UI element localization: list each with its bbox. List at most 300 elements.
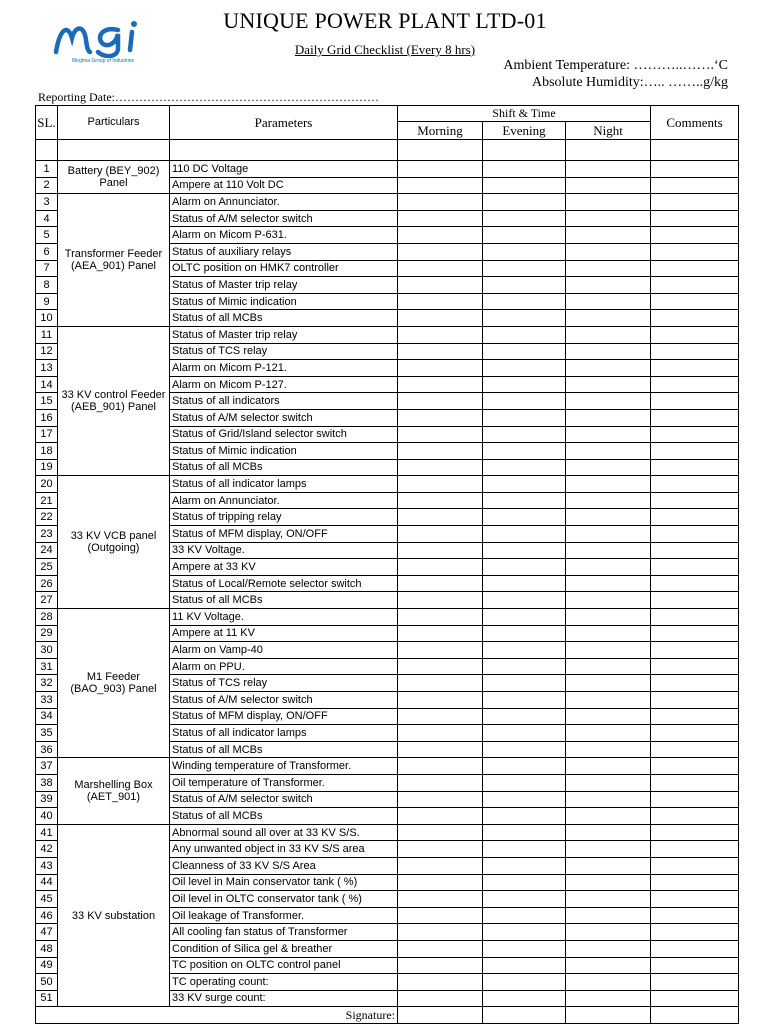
evening-entry-cell[interactable] [483,575,566,592]
parameter-cell: 11 KV Voltage. [170,609,398,626]
parameter-cell: Oil temperature of Transformer. [170,774,398,791]
parameter-cell: Oil level in Main conservator tank ( %) [170,874,398,891]
comments-entry-cell[interactable] [651,791,739,808]
comments-entry-cell[interactable] [651,310,739,327]
comments-entry-cell[interactable] [651,874,739,891]
morning-entry-cell[interactable] [398,326,483,343]
comments-entry-cell[interactable] [651,907,739,924]
row-sl-number: 40 [36,808,58,825]
comments-entry-cell[interactable] [651,443,739,460]
parameter-cell: Status of auxiliary relays [170,243,398,260]
night-entry-cell[interactable] [566,658,651,675]
parameter-cell: Alarm on Micom P-121. [170,360,398,377]
night-entry-cell[interactable] [566,559,651,576]
comments-entry-cell[interactable] [651,841,739,858]
morning-entry-cell[interactable] [398,376,483,393]
row-sl-number: 20 [36,476,58,493]
row-sl-number: 41 [36,824,58,841]
morning-entry-cell[interactable] [398,658,483,675]
row-sl-number: 27 [36,592,58,609]
morning-entry-cell[interactable] [398,476,483,493]
evening-entry-cell[interactable] [483,642,566,659]
night-entry-cell[interactable] [566,791,651,808]
parameter-cell: Status of all MCBs [170,592,398,609]
col-header-sl: SL. [36,106,58,140]
parameter-cell: Ampere at 33 KV [170,559,398,576]
comments-entry-cell[interactable] [651,509,739,526]
evening-entry-cell[interactable] [483,940,566,957]
comments-entry-cell[interactable] [651,974,739,991]
comments-entry-cell[interactable] [651,808,739,825]
morning-entry-cell[interactable] [398,907,483,924]
company-logo [52,18,154,68]
comments-entry-cell[interactable] [651,409,739,426]
evening-entry-cell[interactable] [483,409,566,426]
row-sl-number: 12 [36,343,58,360]
row-sl-number: 39 [36,791,58,808]
morning-entry-cell[interactable] [398,741,483,758]
col-header-particulars: Particulars [58,106,170,140]
parameter-cell: Status of all MCBs [170,741,398,758]
night-entry-cell[interactable] [566,260,651,277]
row-sl-number: 4 [36,210,58,227]
morning-entry-cell[interactable] [398,161,483,178]
evening-entry-cell[interactable] [483,774,566,791]
morning-entry-cell[interactable] [398,559,483,576]
parameter-cell: TC position on OLTC control panel [170,957,398,974]
night-entry-cell[interactable] [566,725,651,742]
row-sl-number: 29 [36,625,58,642]
evening-entry-cell[interactable] [483,376,566,393]
evening-entry-cell[interactable] [483,161,566,178]
morning-entry-cell[interactable] [398,177,483,194]
night-entry-cell[interactable] [566,360,651,377]
comments-entry-cell[interactable] [651,526,739,543]
morning-entry-cell[interactable] [398,592,483,609]
row-sl-number: 51 [36,990,58,1007]
evening-entry-cell[interactable] [483,559,566,576]
row-sl-number: 35 [36,725,58,742]
comments-signature-cell[interactable] [651,1007,739,1024]
parameter-cell: Status of tripping relay [170,509,398,526]
morning-entry-cell[interactable] [398,609,483,626]
row-sl-number: 1 [36,161,58,178]
particulars-cell: Battery (BEY_902) Panel [58,161,170,194]
signature-label: Signature: [36,1007,398,1024]
parameter-cell: TC operating count: [170,974,398,991]
morning-entry-cell[interactable] [398,393,483,410]
morning-entry-cell[interactable] [398,857,483,874]
row-sl-number: 13 [36,360,58,377]
comments-entry-cell[interactable] [651,857,739,874]
night-entry-cell[interactable] [566,891,651,908]
morning-entry-cell[interactable] [398,675,483,692]
comments-entry-cell[interactable] [651,725,739,742]
morning-entry-cell[interactable] [398,725,483,742]
morning-entry-cell[interactable] [398,409,483,426]
comments-entry-cell[interactable] [651,609,739,626]
night-entry-cell[interactable] [566,924,651,941]
comments-entry-cell[interactable] [651,426,739,443]
night-entry-cell[interactable] [566,625,651,642]
morning-signature-cell[interactable] [398,1007,483,1024]
morning-entry-cell[interactable] [398,542,483,559]
evening-entry-cell[interactable] [483,293,566,310]
evening-entry-cell[interactable] [483,924,566,941]
evening-entry-cell[interactable] [483,808,566,825]
evening-entry-cell[interactable] [483,227,566,244]
col-header-shift-time: Shift & Time [398,106,651,122]
row-sl-number: 22 [36,509,58,526]
comments-entry-cell[interactable] [651,824,739,841]
night-entry-cell[interactable] [566,393,651,410]
night-entry-cell[interactable] [566,758,651,775]
parameter-cell: All cooling fan status of Transformer [170,924,398,941]
morning-entry-cell[interactable] [398,343,483,360]
evening-entry-cell[interactable] [483,675,566,692]
row-sl-number: 24 [36,542,58,559]
night-entry-cell[interactable] [566,642,651,659]
comments-entry-cell[interactable] [651,476,739,493]
night-entry-cell[interactable] [566,874,651,891]
night-entry-cell[interactable] [566,526,651,543]
morning-entry-cell[interactable] [398,575,483,592]
comments-entry-cell[interactable] [651,675,739,692]
evening-entry-cell[interactable] [483,841,566,858]
parameter-cell: Oil leakage of Transformer. [170,907,398,924]
row-sl-number: 36 [36,741,58,758]
comments-entry-cell[interactable] [651,293,739,310]
night-entry-cell[interactable] [566,774,651,791]
row-sl-number: 30 [36,642,58,659]
morning-entry-cell[interactable] [398,974,483,991]
evening-entry-cell[interactable] [483,492,566,509]
evening-entry-cell[interactable] [483,459,566,476]
logo-subtext: Meghna Group of Industries [72,58,134,64]
parameter-cell: 33 KV surge count: [170,990,398,1007]
comments-entry-cell[interactable] [651,774,739,791]
comments-entry-cell[interactable] [651,326,739,343]
morning-entry-cell[interactable] [398,708,483,725]
evening-entry-cell[interactable] [483,609,566,626]
row-sl-number: 49 [36,957,58,974]
ambient-temperature-field: Ambient Temperature: ………..…….‘C [503,58,728,73]
table-row [36,609,739,626]
comments-entry-cell[interactable] [651,227,739,244]
row-sl-number: 32 [36,675,58,692]
evening-entry-cell[interactable] [483,824,566,841]
row-sl-number: 10 [36,310,58,327]
morning-entry-cell[interactable] [398,277,483,294]
night-entry-cell[interactable] [566,957,651,974]
comments-entry-cell[interactable] [651,542,739,559]
col-header-parameters: Parameters [170,106,398,140]
comments-entry-cell[interactable] [651,376,739,393]
night-entry-cell[interactable] [566,343,651,360]
parameter-cell: Alarm on Vamp-40 [170,642,398,659]
comments-entry-cell[interactable] [651,924,739,941]
parameter-cell: Status of MFM display, ON/OFF [170,708,398,725]
col-header-night: Night [566,122,651,140]
morning-entry-cell[interactable] [398,492,483,509]
night-entry-cell[interactable] [566,708,651,725]
morning-entry-cell[interactable] [398,459,483,476]
comments-entry-cell[interactable] [651,708,739,725]
row-sl-number: 42 [36,841,58,858]
night-entry-cell[interactable] [566,177,651,194]
night-entry-cell[interactable] [566,575,651,592]
morning-entry-cell[interactable] [398,509,483,526]
evening-entry-cell[interactable] [483,426,566,443]
evening-entry-cell[interactable] [483,277,566,294]
morning-entry-cell[interactable] [398,293,483,310]
night-entry-cell[interactable] [566,277,651,294]
row-sl-number: 44 [36,874,58,891]
table-row [36,824,739,841]
comments-entry-cell[interactable] [651,360,739,377]
row-sl-number: 31 [36,658,58,675]
document-title: UNIQUE POWER PLANT LTD-01 [223,8,547,33]
row-sl-number: 17 [36,426,58,443]
parameter-cell: Cleanness of 33 KV S/S Area [170,857,398,874]
parameter-cell: Status of all indicator lamps [170,476,398,493]
parameter-cell: Status of TCS relay [170,675,398,692]
evening-entry-cell[interactable] [483,974,566,991]
night-entry-cell[interactable] [566,426,651,443]
night-entry-cell[interactable] [566,741,651,758]
night-signature-cell[interactable] [566,1007,651,1024]
evening-entry-cell[interactable] [483,891,566,908]
evening-entry-cell[interactable] [483,326,566,343]
evening-entry-cell[interactable] [483,542,566,559]
row-sl-number: 23 [36,526,58,543]
night-entry-cell[interactable] [566,210,651,227]
night-entry-cell[interactable] [566,990,651,1007]
row-sl-number: 47 [36,924,58,941]
parameter-cell: Status of all indicator lamps [170,725,398,742]
morning-entry-cell[interactable] [398,526,483,543]
comments-entry-cell[interactable] [651,575,739,592]
night-entry-cell[interactable] [566,509,651,526]
night-entry-cell[interactable] [566,609,651,626]
evening-entry-cell[interactable] [483,260,566,277]
table-row [36,758,739,775]
comments-entry-cell[interactable] [651,260,739,277]
night-entry-cell[interactable] [566,824,651,841]
parameter-cell: Status of A/M selector switch [170,210,398,227]
row-sl-number: 21 [36,492,58,509]
morning-entry-cell[interactable] [398,642,483,659]
row-sl-number: 8 [36,277,58,294]
parameter-cell: Status of Master trip relay [170,277,398,294]
night-entry-cell[interactable] [566,542,651,559]
comments-entry-cell[interactable] [651,592,739,609]
table-row [36,194,739,211]
morning-entry-cell[interactable] [398,443,483,460]
particulars-cell: 33 KV control Feeder (AEB_901) Panel [58,326,170,475]
night-entry-cell[interactable] [566,940,651,957]
parameter-cell: 33 KV Voltage. [170,542,398,559]
comments-entry-cell[interactable] [651,692,739,709]
evening-entry-cell[interactable] [483,857,566,874]
parameter-cell: Status of all MCBs [170,459,398,476]
night-entry-cell[interactable] [566,857,651,874]
evening-entry-cell[interactable] [483,443,566,460]
night-entry-cell[interactable] [566,227,651,244]
comments-entry-cell[interactable] [651,161,739,178]
morning-entry-cell[interactable] [398,891,483,908]
row-sl-number: 45 [36,891,58,908]
comments-entry-cell[interactable] [651,459,739,476]
morning-entry-cell[interactable] [398,243,483,260]
comments-entry-cell[interactable] [651,658,739,675]
comments-entry-cell[interactable] [651,210,739,227]
comments-entry-cell[interactable] [651,642,739,659]
night-entry-cell[interactable] [566,907,651,924]
morning-entry-cell[interactable] [398,260,483,277]
night-entry-cell[interactable] [566,841,651,858]
evening-entry-cell[interactable] [483,526,566,543]
comments-entry-cell[interactable] [651,891,739,908]
night-entry-cell[interactable] [566,808,651,825]
comments-entry-cell[interactable] [651,492,739,509]
evening-entry-cell[interactable] [483,957,566,974]
parameter-cell: Status of all indicators [170,393,398,410]
row-sl-number: 46 [36,907,58,924]
morning-entry-cell[interactable] [398,940,483,957]
comments-entry-cell[interactable] [651,393,739,410]
comments-entry-cell[interactable] [651,940,739,957]
morning-entry-cell[interactable] [398,758,483,775]
evening-entry-cell[interactable] [483,592,566,609]
night-entry-cell[interactable] [566,443,651,460]
evening-entry-cell[interactable] [483,243,566,260]
night-entry-cell[interactable] [566,492,651,509]
evening-entry-cell[interactable] [483,990,566,1007]
night-entry-cell[interactable] [566,310,651,327]
comments-entry-cell[interactable] [651,243,739,260]
morning-entry-cell[interactable] [398,841,483,858]
header-spacer-row [36,140,739,161]
morning-entry-cell[interactable] [398,808,483,825]
evening-entry-cell[interactable] [483,343,566,360]
morning-entry-cell[interactable] [398,227,483,244]
comments-entry-cell[interactable] [651,957,739,974]
parameter-cell: Condition of Silica gel & breather [170,940,398,957]
comments-entry-cell[interactable] [651,343,739,360]
night-entry-cell[interactable] [566,974,651,991]
night-entry-cell[interactable] [566,376,651,393]
evening-entry-cell[interactable] [483,758,566,775]
col-header-comments: Comments [651,106,739,140]
evening-entry-cell[interactable] [483,310,566,327]
morning-entry-cell[interactable] [398,874,483,891]
comments-entry-cell[interactable] [651,625,739,642]
evening-entry-cell[interactable] [483,177,566,194]
night-entry-cell[interactable] [566,675,651,692]
night-entry-cell[interactable] [566,692,651,709]
row-sl-number: 38 [36,774,58,791]
row-sl-number: 25 [36,559,58,576]
comments-entry-cell[interactable] [651,194,739,211]
night-entry-cell[interactable] [566,243,651,260]
morning-entry-cell[interactable] [398,791,483,808]
row-sl-number: 7 [36,260,58,277]
morning-entry-cell[interactable] [398,625,483,642]
parameter-cell: Status of Mimic indication [170,293,398,310]
evening-entry-cell[interactable] [483,476,566,493]
parameter-cell: Status of Local/Remote selector switch [170,575,398,592]
evening-entry-cell[interactable] [483,708,566,725]
evening-entry-cell[interactable] [483,874,566,891]
comments-entry-cell[interactable] [651,559,739,576]
morning-entry-cell[interactable] [398,824,483,841]
parameter-cell: Status of TCS relay [170,343,398,360]
night-entry-cell[interactable] [566,409,651,426]
evening-entry-cell[interactable] [483,393,566,410]
row-sl-number: 11 [36,326,58,343]
morning-entry-cell[interactable] [398,310,483,327]
morning-entry-cell[interactable] [398,210,483,227]
morning-entry-cell[interactable] [398,774,483,791]
morning-entry-cell[interactable] [398,990,483,1007]
evening-entry-cell[interactable] [483,509,566,526]
evening-entry-cell[interactable] [483,658,566,675]
morning-entry-cell[interactable] [398,692,483,709]
night-entry-cell[interactable] [566,592,651,609]
comments-entry-cell[interactable] [651,277,739,294]
comments-entry-cell[interactable] [651,177,739,194]
evening-entry-cell[interactable] [483,194,566,211]
morning-entry-cell[interactable] [398,957,483,974]
morning-entry-cell[interactable] [398,360,483,377]
evening-entry-cell[interactable] [483,907,566,924]
parameter-cell: Oil level in OLTC conservator tank ( %) [170,891,398,908]
parameter-cell: Status of Master trip relay [170,326,398,343]
morning-entry-cell[interactable] [398,426,483,443]
document-subtitle: Daily Grid Checklist (Every 8 hrs) [294,42,476,57]
row-sl-number: 28 [36,609,58,626]
parameter-cell: Abnormal sound all over at 33 KV S/S. [170,824,398,841]
comments-entry-cell[interactable] [651,741,739,758]
evening-entry-cell[interactable] [483,360,566,377]
night-entry-cell[interactable] [566,293,651,310]
morning-entry-cell[interactable] [398,194,483,211]
table-row [36,476,739,493]
evening-entry-cell[interactable] [483,741,566,758]
night-entry-cell[interactable] [566,194,651,211]
evening-entry-cell[interactable] [483,625,566,642]
evening-entry-cell[interactable] [483,692,566,709]
night-entry-cell[interactable] [566,459,651,476]
evening-entry-cell[interactable] [483,210,566,227]
night-entry-cell[interactable] [566,476,651,493]
parameter-cell: Status of all MCBs [170,808,398,825]
evening-signature-cell[interactable] [483,1007,566,1024]
night-entry-cell[interactable] [566,326,651,343]
row-sl-number: 50 [36,974,58,991]
row-sl-number: 6 [36,243,58,260]
evening-entry-cell[interactable] [483,725,566,742]
comments-entry-cell[interactable] [651,990,739,1007]
comments-entry-cell[interactable] [651,758,739,775]
morning-entry-cell[interactable] [398,924,483,941]
table-row [36,161,739,178]
evening-entry-cell[interactable] [483,791,566,808]
particulars-cell: Transformer Feeder (AEA_901) Panel [58,194,170,327]
parameter-cell: OLTC position on HMK7 controller [170,260,398,277]
night-entry-cell[interactable] [566,161,651,178]
